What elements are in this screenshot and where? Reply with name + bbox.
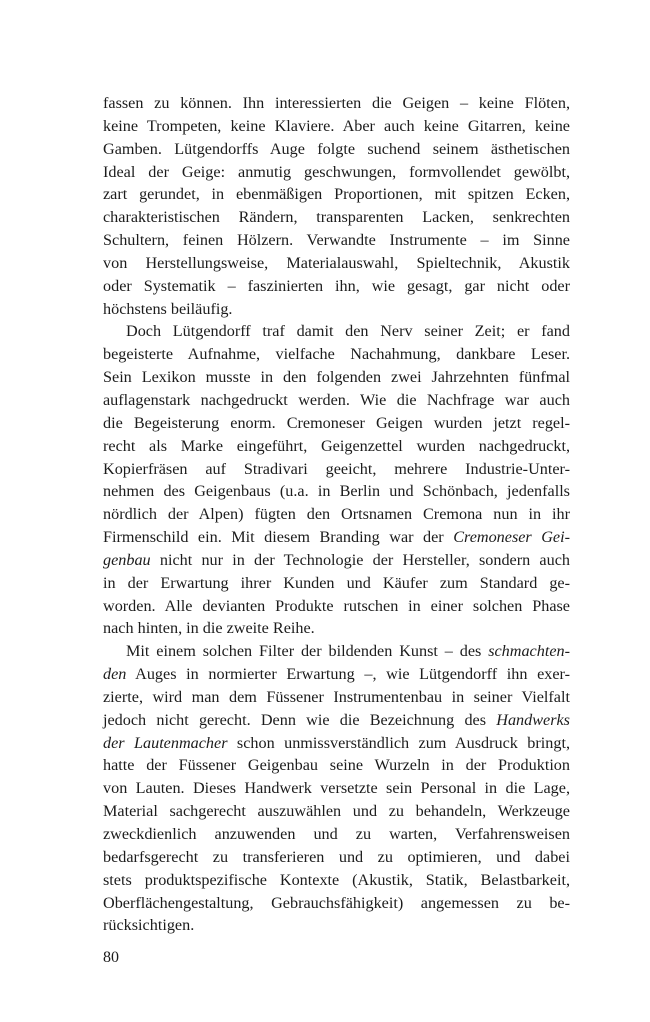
text-line: Schultern, feinen Hölzern. Verwandte Instrumente – im Sinne xyxy=(103,231,570,250)
text-line: zart gerundet, in ebenmäßigen Proportionen, mit spitzen Ecken, xyxy=(103,185,570,204)
italic-run: genbau xyxy=(103,550,151,569)
text-line: recht als Marke eingeführt, Geigenzettel wurden nachgedruckt, xyxy=(103,436,570,455)
text-line: auflagenstark nachgedruckt werden. Wie die Nachfrage war auch xyxy=(103,390,570,409)
text-line: oder Systematik – faszinierten ihn, wie gesagt, gar nicht oder xyxy=(103,276,570,295)
text-line: von Herstellungsweise, Materialauswahl, Spieltechnik, Akustik xyxy=(103,253,570,272)
italic-run: den xyxy=(103,665,127,684)
text-line: rücksichtigen. xyxy=(103,916,195,935)
text-line: Kopierfräsen auf Stradivari geeicht, mehrere Industrie-Unter- xyxy=(103,459,570,478)
text-line: Oberflächengestaltung, Gebrauchsfähigkeit) angemessen zu be- xyxy=(103,893,570,912)
paragraph-1 xyxy=(103,92,570,320)
italic-run: der Lautenmacher xyxy=(103,733,228,752)
text-line: in der Erwartung ihrer Kunden und Käufer zum Standard ge- xyxy=(103,573,570,592)
italic-run: schmachten- xyxy=(488,642,570,661)
text-line: bedarfsgerecht zu transferieren und zu optimieren, und dabei xyxy=(103,847,570,866)
text-run: jedoch nicht gerecht. Denn wie die Bezeichnung des xyxy=(103,710,497,729)
text-line xyxy=(103,640,570,663)
paragraph-2 xyxy=(103,320,570,640)
text-line xyxy=(103,709,570,732)
body-text xyxy=(103,92,570,937)
text-line: fassen zu können. Ihn interessierten die Geigen – keine Flöten, xyxy=(103,94,570,112)
text-run: Firmenschild ein. Mit diesem Branding war der xyxy=(103,528,454,547)
text-line: Material sachgerecht auszuwählen und zu behandeln, Werkzeuge xyxy=(103,802,570,821)
text-line: stets produktspezifische Kontexte (Akustik, Statik, Belastbarkeit, xyxy=(103,870,570,889)
italic-run: Handwerks xyxy=(496,710,570,729)
text-line: von Lauten. Dieses Handwerk versetzte sein Personal in die Lage, xyxy=(103,779,570,798)
text-line xyxy=(103,549,570,572)
text-line: hatte der Füssener Geigenbau seine Wurzeln in der Produktion xyxy=(103,756,570,775)
italic-run: Cremoneser Gei- xyxy=(453,528,570,547)
text-line: die Begeisterung enorm. Cremoneser Geigen wurden jetzt regel- xyxy=(103,413,570,432)
text-line: charakteristischen Rändern, transparenten Lacken, senkrechten xyxy=(103,208,570,227)
text-line: Gamben. Lütgendorffs Auge folgte suchend seinem ästhetischen xyxy=(103,139,570,158)
text-line: Ideal der Geige: anmutig geschwungen, formvollendet gewölbt, xyxy=(103,162,570,181)
text-line: begeisterte Aufnahme, vielfache Nachahmung, dankbare Leser. xyxy=(103,345,570,364)
text-line: nördlich der Alpen) fügten den Ortsnamen Cremona nun in ihr xyxy=(103,505,570,524)
text-line: zweckdienlich anzuwenden und zu warten, Verfahrensweisen xyxy=(103,825,570,843)
text-line xyxy=(103,663,570,686)
text-line: Sein Lexikon musste in den folgenden zwei Jahrzehnten fünfmal xyxy=(103,368,570,387)
paragraph-3 xyxy=(103,640,570,937)
text-line: nach hinten, in die zweite Reihe. xyxy=(103,619,315,638)
text-line xyxy=(103,526,570,549)
text-line xyxy=(103,732,570,755)
text-run: Mit einem solchen Filter der bildenden Kunst – des xyxy=(126,642,489,661)
text-line: worden. Alle devianten Produkte rutschen in einer solchen Phase xyxy=(103,596,570,615)
text-line: keine Trompeten, keine Klaviere. Aber auch keine Gitarren, keine xyxy=(103,116,570,135)
text-line: zierte, wird man dem Füssener Instrumentenbau in seiner Vielfalt xyxy=(103,687,570,706)
text-line: höchstens beiläufig. xyxy=(103,299,233,318)
text-run: Auges in normierter Erwartung –, wie Lütgendorff ihn exer- xyxy=(126,665,570,684)
text-run: schon unmissverständlich zum Ausdruck bringt, xyxy=(227,733,570,752)
text-line: Doch Lütgendorff traf damit den Nerv seiner Zeit; er fand xyxy=(126,322,570,341)
page-number: 80 xyxy=(103,949,119,966)
text-line: nehmen des Geigenbaus (u.a. in Berlin und Schönbach, jedenfalls xyxy=(103,482,570,501)
text-run: nicht nur in der Technologie der Hersteller, sondern auch xyxy=(150,550,570,569)
